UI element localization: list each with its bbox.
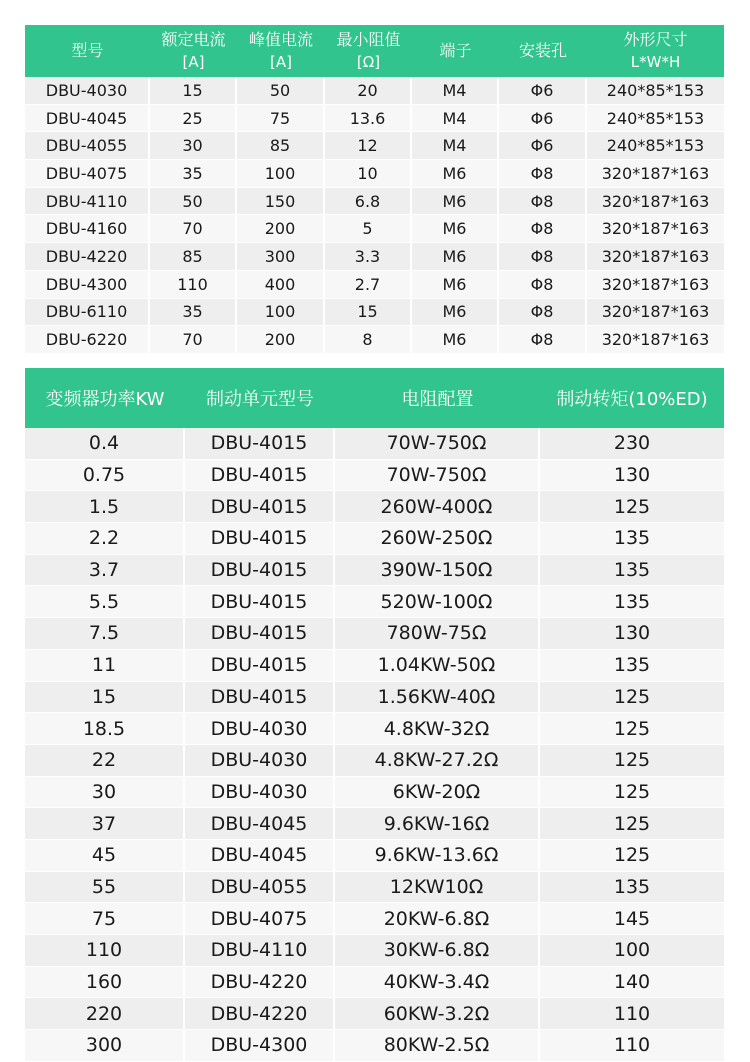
table-cell: DBU-4015: [185, 460, 335, 492]
table-cell: DBU-4015: [185, 523, 335, 555]
table-cell: M6: [412, 271, 499, 299]
table-cell: 135: [540, 523, 724, 555]
config-column-header: 制动转矩(10%ED): [540, 368, 724, 428]
table-cell: 20: [325, 77, 412, 105]
table-cell: DBU-4220: [185, 967, 335, 999]
table-cell: 5: [325, 215, 412, 243]
table-row: [25, 77, 724, 105]
table-cell: 15: [150, 77, 237, 105]
table-row: [25, 998, 724, 1030]
table-cell: DBU-4030: [185, 713, 335, 745]
inverter-braking-config-table: [25, 368, 724, 1062]
table-cell: 780W-75Ω: [335, 618, 540, 650]
table-cell: 130: [540, 618, 724, 650]
table-cell: DBU-4055: [25, 132, 150, 160]
table-cell: 37: [25, 808, 185, 840]
header-label: 端子: [439, 41, 472, 60]
table-cell: 125: [540, 777, 724, 809]
header-unit: L*W*H: [630, 53, 681, 71]
table-cell: M4: [412, 77, 499, 105]
table-row: [25, 160, 724, 188]
table-cell: 150: [237, 188, 325, 216]
table-row: [25, 618, 724, 650]
table-cell: 85: [237, 132, 325, 160]
header-label: 最小阻值: [336, 30, 401, 49]
table-cell: Φ6: [499, 105, 587, 133]
table-cell: 15: [325, 299, 412, 327]
table-cell: 200: [237, 215, 325, 243]
table-cell: M6: [412, 188, 499, 216]
table-cell: DBU-4015: [185, 586, 335, 618]
config-table-body: [25, 428, 724, 1062]
header-unit: [A]: [182, 53, 205, 71]
table-cell: Φ8: [499, 160, 587, 188]
spec-column-header: [412, 25, 499, 77]
table-cell: DBU-4015: [185, 650, 335, 682]
table-cell: 70W-750Ω: [335, 428, 540, 460]
table-cell: 110: [540, 998, 724, 1030]
table-row: [25, 682, 724, 714]
table-cell: 30: [25, 777, 185, 809]
spec-table-header-row: [25, 25, 724, 77]
table-cell: DBU-4220: [25, 243, 150, 271]
table-cell: 125: [540, 491, 724, 523]
table-row: [25, 523, 724, 555]
table-cell: 125: [540, 682, 724, 714]
table-cell: 30: [150, 132, 237, 160]
table-cell: 11: [25, 650, 185, 682]
spec-column-header: [25, 25, 150, 77]
table-row: [25, 428, 724, 460]
table-cell: 45: [25, 840, 185, 872]
table-cell: 2.7: [325, 271, 412, 299]
table-cell: 4.8KW-27.2Ω: [335, 745, 540, 777]
table-row: [25, 460, 724, 492]
config-column-header: 电阻配置: [335, 368, 540, 428]
braking-unit-spec-table: [25, 25, 724, 354]
table-cell: Φ8: [499, 188, 587, 216]
table-cell: 6.8: [325, 188, 412, 216]
header-label: 峰值电流: [248, 30, 313, 49]
table-cell: 110: [540, 1030, 724, 1062]
table-cell: 125: [540, 840, 724, 872]
table-row: [25, 967, 724, 999]
table-cell: 4.8KW-32Ω: [335, 713, 540, 745]
table-cell: 100: [237, 160, 325, 188]
table-cell: 125: [540, 713, 724, 745]
table-row: [25, 903, 724, 935]
table-row: [25, 872, 724, 904]
table-cell: 300: [237, 243, 325, 271]
table-cell: DBU-4075: [25, 160, 150, 188]
table-row: [25, 491, 724, 523]
table-row: [25, 326, 724, 354]
table-cell: 1.56KW-40Ω: [335, 682, 540, 714]
table-cell: DBU-4110: [25, 188, 150, 216]
table-cell: Φ8: [499, 271, 587, 299]
table-cell: 240*85*153: [587, 77, 724, 105]
table-cell: 8: [325, 326, 412, 354]
spec-column-header: [150, 25, 237, 77]
table-cell: 10: [325, 160, 412, 188]
table-cell: DBU-4300: [25, 271, 150, 299]
header-unit: [A]: [270, 53, 292, 71]
table-cell: 125: [540, 745, 724, 777]
table-row: [25, 586, 724, 618]
table-cell: DBU-6110: [25, 299, 150, 327]
table-cell: M4: [412, 105, 499, 133]
table-cell: 320*187*163: [587, 188, 724, 216]
table-row: [25, 132, 724, 160]
table-cell: DBU-4045: [25, 105, 150, 133]
table-cell: 0.4: [25, 428, 185, 460]
table-cell: 260W-250Ω: [335, 523, 540, 555]
table-cell: 35: [150, 299, 237, 327]
table-cell: 220: [25, 998, 185, 1030]
table-cell: M6: [412, 243, 499, 271]
table-cell: 70: [150, 215, 237, 243]
table-cell: 200: [237, 326, 325, 354]
header-unit: [Ω]: [356, 53, 381, 71]
table-cell: 50: [237, 77, 325, 105]
header-label: 外形尺寸: [623, 30, 688, 49]
table-cell: 100: [237, 299, 325, 327]
table-cell: Φ8: [499, 299, 587, 327]
table-cell: 0.75: [25, 460, 185, 492]
table-cell: DBU-4110: [185, 935, 335, 967]
table-row: [25, 713, 724, 745]
table-cell: 135: [540, 555, 724, 587]
table-cell: M6: [412, 326, 499, 354]
table-cell: DBU-4045: [185, 840, 335, 872]
table-cell: 6KW-20Ω: [335, 777, 540, 809]
table-row: [25, 745, 724, 777]
table-cell: 18.5: [25, 713, 185, 745]
table-cell: 9.6KW-13.6Ω: [335, 840, 540, 872]
table-cell: 135: [540, 872, 724, 904]
spec-column-header: [325, 25, 412, 77]
table-cell: 135: [540, 586, 724, 618]
table-cell: 320*187*163: [587, 299, 724, 327]
table-cell: Φ6: [499, 132, 587, 160]
table-cell: 110: [25, 935, 185, 967]
table-cell: 85: [150, 243, 237, 271]
spec-table-body: [25, 77, 724, 354]
table-cell: 230: [540, 428, 724, 460]
table-cell: 75: [25, 903, 185, 935]
table-cell: 320*187*163: [587, 271, 724, 299]
table-cell: 320*187*163: [587, 326, 724, 354]
table-cell: Φ8: [499, 243, 587, 271]
table-cell: 50: [150, 188, 237, 216]
table-cell: 12KW10Ω: [335, 872, 540, 904]
table-row: [25, 777, 724, 809]
config-column-header: 制动单元型号: [185, 368, 335, 428]
table-cell: 140: [540, 967, 724, 999]
table-row: [25, 840, 724, 872]
table-cell: 145: [540, 903, 724, 935]
table-cell: M6: [412, 299, 499, 327]
table-row: [25, 1030, 724, 1062]
table-cell: 25: [150, 105, 237, 133]
table-cell: 135: [540, 650, 724, 682]
table-cell: DBU-6220: [25, 326, 150, 354]
table-cell: M6: [412, 215, 499, 243]
table-cell: 1.04KW-50Ω: [335, 650, 540, 682]
table-cell: DBU-4015: [185, 428, 335, 460]
table-cell: 3.3: [325, 243, 412, 271]
table-cell: M6: [412, 160, 499, 188]
header-label: 型号: [71, 41, 104, 60]
table-cell: DBU-4015: [185, 618, 335, 650]
table-cell: Φ8: [499, 215, 587, 243]
spec-column-header: [237, 25, 325, 77]
table-cell: 400: [237, 271, 325, 299]
table-cell: 240*85*153: [587, 132, 724, 160]
table-cell: 30KW-6.8Ω: [335, 935, 540, 967]
table-row: [25, 650, 724, 682]
config-column-header: 变频器功率KW: [25, 368, 185, 428]
table-cell: 160: [25, 967, 185, 999]
table-cell: 75: [237, 105, 325, 133]
table-cell: 22: [25, 745, 185, 777]
table-cell: 7.5: [25, 618, 185, 650]
table-cell: 15: [25, 682, 185, 714]
table-cell: 20KW-6.8Ω: [335, 903, 540, 935]
table-cell: 70: [150, 326, 237, 354]
table-cell: 13.6: [325, 105, 412, 133]
table-cell: DBU-4030: [185, 745, 335, 777]
table-cell: 70W-750Ω: [335, 460, 540, 492]
table-cell: M4: [412, 132, 499, 160]
table-cell: DBU-4030: [25, 77, 150, 105]
table-cell: 320*187*163: [587, 215, 724, 243]
table-cell: DBU-4075: [185, 903, 335, 935]
table-cell: DBU-4030: [185, 777, 335, 809]
table-cell: Φ8: [499, 326, 587, 354]
table-cell: 12: [325, 132, 412, 160]
table-cell: 5.5: [25, 586, 185, 618]
table-cell: 9.6KW-16Ω: [335, 808, 540, 840]
table-row: [25, 808, 724, 840]
table-cell: 300: [25, 1030, 185, 1062]
table-cell: 2.2: [25, 523, 185, 555]
spec-column-header: [587, 25, 724, 77]
table-cell: 390W-150Ω: [335, 555, 540, 587]
table-row: [25, 188, 724, 216]
header-label: 安装孔: [518, 41, 567, 60]
table-cell: DBU-4220: [185, 998, 335, 1030]
config-table-header-row: [25, 368, 724, 428]
table-cell: DBU-4045: [185, 808, 335, 840]
table-row: [25, 271, 724, 299]
table-cell: 260W-400Ω: [335, 491, 540, 523]
table-cell: 60KW-3.2Ω: [335, 998, 540, 1030]
table-cell: DBU-4015: [185, 555, 335, 587]
table-cell: 3.7: [25, 555, 185, 587]
table-row: [25, 243, 724, 271]
table-cell: 55: [25, 872, 185, 904]
table-row: [25, 215, 724, 243]
header-label: 额定电流: [161, 30, 226, 49]
table-cell: 320*187*163: [587, 243, 724, 271]
table-cell: DBU-4160: [25, 215, 150, 243]
table-cell: DBU-4055: [185, 872, 335, 904]
table-row: [25, 105, 724, 133]
table-cell: 100: [540, 935, 724, 967]
table-cell: 125: [540, 808, 724, 840]
table-cell: 1.5: [25, 491, 185, 523]
table-cell: DBU-4015: [185, 682, 335, 714]
table-cell: 320*187*163: [587, 160, 724, 188]
table-cell: 35: [150, 160, 237, 188]
table-cell: 80KW-2.5Ω: [335, 1030, 540, 1062]
table-row: [25, 555, 724, 587]
table-cell: DBU-4015: [185, 491, 335, 523]
table-cell: 240*85*153: [587, 105, 724, 133]
table-cell: 40KW-3.4Ω: [335, 967, 540, 999]
table-row: [25, 935, 724, 967]
spec-column-header: [499, 25, 587, 77]
table-cell: 520W-100Ω: [335, 586, 540, 618]
table-cell: 110: [150, 271, 237, 299]
table-cell: Φ6: [499, 77, 587, 105]
table-row: [25, 299, 724, 327]
table-cell: DBU-4300: [185, 1030, 335, 1062]
table-cell: 130: [540, 460, 724, 492]
